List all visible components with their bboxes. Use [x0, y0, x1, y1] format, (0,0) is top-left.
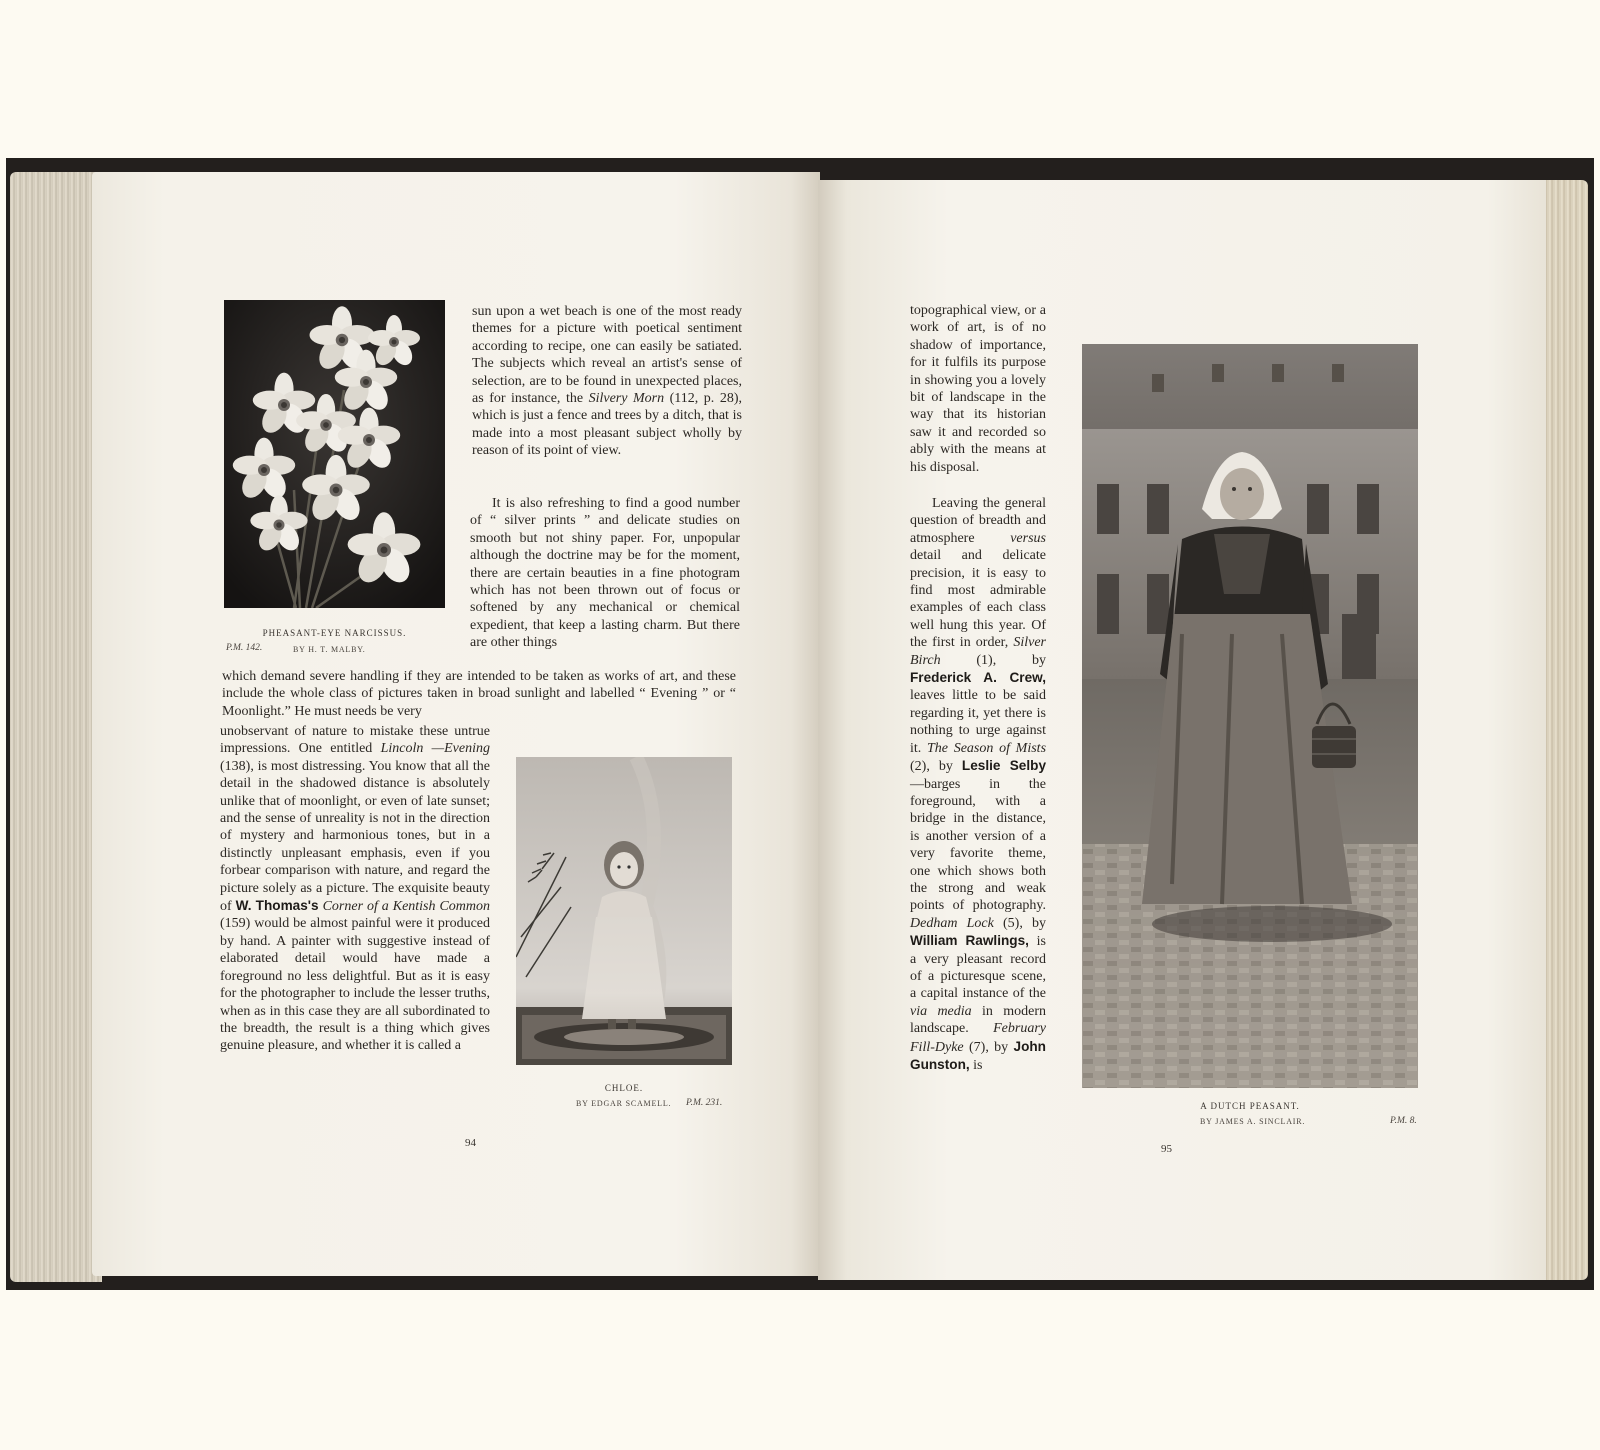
- narcissus-caption-title: PHEASANT-EYE NARCISSUS.: [262, 628, 407, 638]
- narcissus-ref: P.M. 142.: [226, 643, 263, 653]
- left-paragraph-4: unobservant of nature to mistake these untrue impressions. One entitled Lincoln —Evening (138), is most distressing. You know that all the detail in the shadowed distance is absolutely unlike that of moonlight, or even of late sunset; and the sense of unreality is not in the direction of mystery and harmonious tones, but in a distinctly unpleasant emphasis, even if you forbear comparison with nature, and regard the picture solely as a picture. The exquisite beauty of W. Thomas's Corner of a Kentish Common (159) would be almost painful were it produced by hand. A painter with suggestive instead of elaborated detail would have made a foreground no less delightful. But as it is easy for the photographer to include the lesser truths, when as in this case they are all subordinated to the breadth, the result is a thing which gives genuine pleasure, and whether it is called a: [220, 724, 491, 1054]
- photographer-name: William Rawlings,: [910, 933, 1029, 949]
- left-paragraph-3: which demand severe handling if they are intended to be taken as works of art, and these include the whole class of pictures taken in broad sunlight and labelled “ Evening ” or “ Moonlight.” He must needs be very: [222, 669, 736, 719]
- chloe-caption-credit: BY EDGAR SCAMELL.: [576, 1099, 672, 1108]
- dutch-peasant-photo: [1082, 344, 1418, 1088]
- left-paragraph-1: sun upon a wet beach is one of the most ready themes for a picture with poetical sentiment according to recipe, one can easily be satiated. The subjects which reveal an artist's sense of selection, are to be found in unexpected places, as for instance, the Silvery Morn (112, p. 28), which is just a fence and trees by a ditch, that is made into a most pleasant subject wholly by reason of its point of view.: [472, 304, 742, 459]
- peasant-caption-credit: BY JAMES A. SINCLAIR.: [1200, 1117, 1306, 1126]
- chloe-caption-ref: [686, 1098, 722, 1108]
- photographer-name: W. Thomas's: [235, 898, 319, 914]
- left-page-number: 94: [465, 1137, 476, 1149]
- photographer-name: Frederick A. Crew,: [910, 670, 1046, 686]
- peasant-ref: P.M. 8.: [1390, 1116, 1417, 1126]
- chloe-illustration: [516, 757, 732, 1065]
- right-page-number: 95: [1161, 1143, 1172, 1155]
- photographer-name: John Gunston,: [910, 1038, 1046, 1072]
- right-paragraph-1: topographical view, or a work of art, is of no shadow of importance, for it fulfils its purpose in showing you a lovely bit of landscape in the way that its historian saw it and recorded so ably with the means at his disposal.: [910, 303, 1046, 475]
- right-paragraph-2: Leaving the general question of breadth and atmosphere versus detail and delicate precision, it is easy to find most admirable examples of each class well hung this year. Of the first in order, Silver Birch (1), by Frederick A. Crew, leaves little to be said regarding it, yet there is nothing to urge against it. The Season of Mists (2), by Leslie Selby —barges in the foreground, with a bridge in the distance, is another version of a very favorite theme, one which shows both the strong and weak points of photography. Dedham Lock (5), by William Rawlings, is a very pleasant record of a picturesque scene, a capital instance of the via media in modern landscape. February Fill-Dyke (7), by John Gunston, is: [910, 496, 1047, 1073]
- photographer-name: Leslie Selby: [961, 758, 1046, 774]
- dutch-peasant-illustration: [1082, 344, 1418, 1088]
- chloe-caption-title: CHLOE.: [604, 1083, 644, 1093]
- peasant-caption-title: A DUTCH PEASANT.: [1200, 1101, 1300, 1111]
- chloe-photo: [516, 757, 732, 1065]
- narcissus-caption-ref: [226, 643, 262, 653]
- narcissus-illustration: [224, 300, 445, 608]
- narcissus-caption-credit: BY H. T. MALBY.: [293, 645, 366, 654]
- chloe-ref: P.M. 231.: [686, 1098, 723, 1108]
- page-edges-left: [10, 172, 102, 1282]
- narcissus-photo: [224, 300, 445, 608]
- peasant-caption-ref: [1390, 1116, 1417, 1126]
- page-edges-right: [1542, 180, 1588, 1280]
- left-paragraph-2: It is also refreshing to find a good number of “ silver prints ” and delicate studies on smooth but not shiny paper. For, unpopular although the doctrine may be for the moment, there are certain beauties in a fine photogram which has not been thrown out of focus or softened by any mechanical or chemical expedient, that keep a lasting charm. But there are other things: [470, 496, 740, 651]
